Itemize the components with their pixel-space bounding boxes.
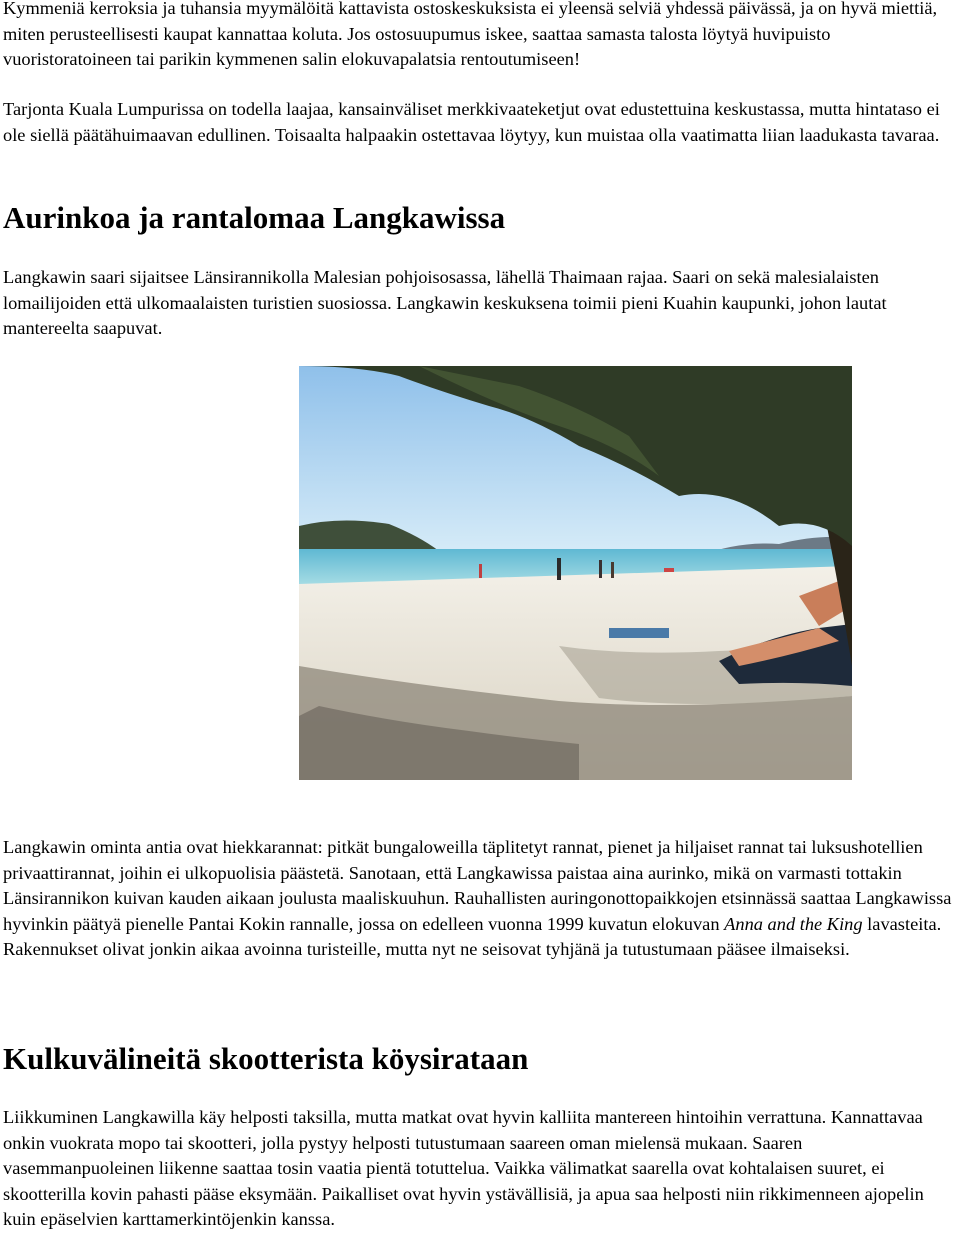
paragraph-kuala-lumpur: Tarjonta Kuala Lumpurissa on todella laajaa, kansainväliset merkkivaateketjut ovat edustettuina keskustassa, mutta hintataso ei ole siellä päätähuimaavan edullinen. Toisaalta halpaakin ostettavaa löytyy, kun muistaa olla vaatimatta liian laadukasta tavaraa. — [3, 99, 940, 145]
movie-title: Anna and the King — [724, 913, 863, 934]
paragraph-langkawi-beaches — [3, 835, 958, 963]
paragraph-text-before-title: Langkawin ominta antia ovat hiekkarannat: pitkät bungaloweilla täplitetyt rannat, pienet ja hiljaiset rannat tai luksushotellien privaattirannat, joihin ei ulkopuolisia päästetä. Sanotaan, että Langkawissa paistaa aina aurinko, mikä on varmasti tottakin Länsirannikon kuivan kauden aikaan joulusta maaliskuuhun. Rauhallisten auringonottopaikkojen etsinnässä saattaa Langkawissa hyvinkin päätyä pienelle Pantai Kokin rannalle, jossa on edelleen vuonna 1999 kuvatun elokuvan — [3, 837, 952, 934]
paragraph-shopping: Kymmeniä kerroksia ja tuhansia myymälöitä kattavista ostoskeskuksista ei yleensä selviä yhdessä päivässä, ja on hyvä miettiä, miten perusteellisesti kaupat kannattaa koluta. Jos ostosuupumus iskee, saattaa samasta talosta löytyä huvipuisto vuoristoratoineen tai parikin kymmenen salin elokuvapalatsia rentoutumiseen! — [3, 0, 938, 70]
paragraph-transport: Liikkuminen Langkawilla käy helposti taksilla, mutta matkat ovat hyvin kalliita mantereen hintoihin verrattuna. Kannattavaa onkin vuokrata mopo tai skootteri, jolla pystyy helposti tutustumaan saareen oman mielensä mukaan. Saaren vasemmanpuoleinen liikenne saattaa tosin vaatia pientä totuttelua. Vaikka välimatkat saarella ovat kohtalaisen suuret, ei skootterilla kovin pahasti pääse eksymään. Paikalliset ovat hyvin ystävällisiä, ja apua saa helposti niin rikkimenneen ajopelin kuin epäselvien karttamerkintöjenkin kanssa. — [3, 1107, 924, 1230]
heading-transport: Kulkuvälineitä skootterista köysirataan — [3, 1041, 529, 1076]
paragraph-langkawi-intro: Langkawin saari sijaitsee Länsirannikolla Malesian pohjoisosassa, lähellä Thaimaan rajaa. Saari on sekä malesialaisten lomailijoiden että ulkomaalaisten turistien suosiossa. Langkawin keskuksena toimii pieni Kuahin kaupunki, johon lautat mantereelta saapuvat. — [3, 267, 887, 339]
heading-langkawi-beaches: Aurinkoa ja rantalomaa Langkawissa — [3, 200, 506, 235]
paragraph-text-after-title: lavasteita. Rakennukset olivat jonkin aikaa avoinna turisteille, mutta nyt ne seisovat tyhjänä ja tutustumaan pääsee ilmaiseksi. — [3, 913, 942, 960]
beach-photo — [299, 366, 852, 780]
